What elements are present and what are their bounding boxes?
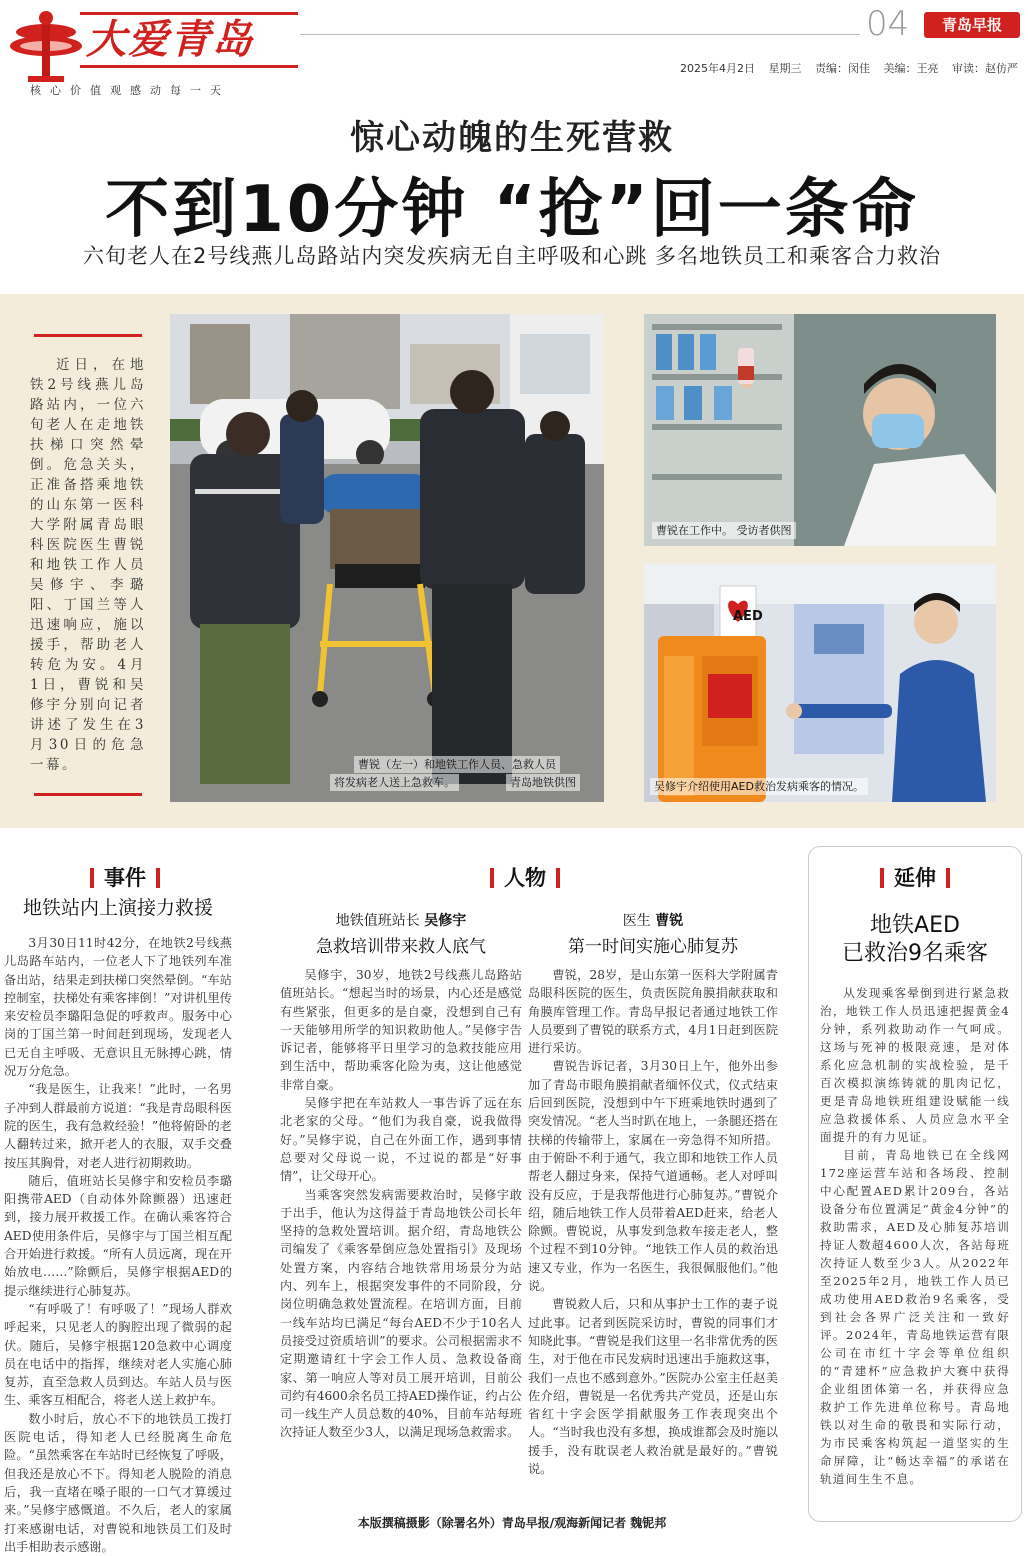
kicker-headline: 惊心动魄的生死营救	[350, 118, 674, 158]
section-bar-right	[946, 868, 950, 888]
section-people: 人物	[250, 862, 800, 892]
wu-paragraph: 吴修宇，30岁，地铁2号线燕儿岛路站值班站长。“想起当时的场景，内心还是感觉有些紧张，但更多的是自豪，没想到自己有一天能够用所学的知识救助他人。”吴修宇告诉记者，能够将平日里学习的急救技能应用到生活中，帮助乘客化险为夷，这让他感觉非常自豪。	[280, 968, 522, 1092]
section-extension: 延伸	[808, 862, 1022, 892]
rescue-photo	[170, 314, 604, 802]
event-paragraph: 数小时后，放心不下的地铁员工拨打医院电话，得知老人已经脱离生命危险。“虽然乘客在车站时已经恢复了呼吸，但我还是放心不下。得知老人脱险的消息后，我一直堵在嗓子眼的一口气才算缓过来。”吴修宇感慨道。不久后，老人的家属打来感谢电话，对曹锐和地铁员工们及时出手相助表示感谢。	[4, 1411, 232, 1554]
intro-bottom-rule	[34, 793, 142, 796]
section-bar-right	[156, 868, 160, 888]
rescue-photo-caption-line2: 将发病老人送上急救车。	[330, 774, 459, 791]
event-body	[4, 934, 232, 1556]
brand-title: 大爱青岛	[80, 12, 298, 68]
masthead	[8, 6, 298, 98]
tower-logo-icon	[8, 6, 86, 86]
event-title: 地铁站内上演接力救援	[22, 897, 213, 919]
extension-title	[808, 912, 1022, 968]
aed-photo-image	[644, 564, 996, 802]
photo-credit: 本版撰稿摄影（除署名外）青岛早报/观海新闻记者 魏铌邦	[357, 1516, 667, 1530]
section-event: 事件	[0, 862, 250, 892]
page-number: 04	[866, 4, 910, 44]
wu-body	[280, 966, 522, 1442]
photo-band	[0, 294, 1024, 828]
intro-text: 近日，在地铁2号线燕儿岛路站内，一位六旬老人在走地铁扶梯口突然晕倒。危急关头，正准备搭乘地铁的山东第一医科大学附属青岛眼科医院医生曹锐和地铁工作人员吴修宇、李璐阳、丁国兰等人迅速响应，施以援手，帮助老人转危为安。4月1日，曹锐和吴修宇分别向记者讲述了发生在3月30日的危急一幕。	[30, 357, 146, 773]
wu-name: 吴修宇	[424, 913, 467, 929]
extension-title-line1: 地铁AED	[870, 913, 960, 938]
intro-block	[30, 334, 146, 796]
cao-paragraph: 曹锐，28岁，是山东第一医科大学附属青岛眼科医院的医生，负责医院角膜捐献获取和角膜库管理工作。青岛早报记者通过地铁工作人员要到了曹锐的联系方式，4月1日赶到医院进行采访。	[528, 968, 778, 1056]
aed-sign-label: AED	[733, 609, 763, 624]
weekday: 星期三	[768, 62, 802, 75]
event-paragraph: “有呼吸了！有呼吸了！”现场人群欢呼起来，只见老人的胸腔出现了微弱的起伏。随后，吴修宇根据120急救中心调度员在电话中的指挥，继续对老人实施心肺复苏，直至急救人员到达。车站人员与医生、乘客互相配合，将老人送上救护车。	[4, 1301, 232, 1408]
rescue-photo-caption-line1: 曹锐（左一）和地铁工作人员、急救人员	[354, 756, 560, 773]
event-paragraph: “我是医生，让我来！”此时，一名男子冲到人群最前方说道：“我是青岛眼科医院的医生，我有急救经验！”他将俯卧的老人翻转过来，掀开老人的衣服，双手交叠按压其胸骨，对老人进行初期救助。	[4, 1082, 232, 1170]
wu-paragraph: 当乘客突然发病需要救治时，吴修宇敢于出手，他认为这得益于青岛地铁公司长年坚持的急救处置培训。据介绍，青岛地铁公司编发了《乘客晕倒应急处置指引》及现场处置方案，内容结合地铁常用场景分为站内、列车上，根据突发事件的不同阶段，分岗位明确急救处置流程。在培训方面，目前一线车站均已满足“每台AED不少于10名人员接受过资质培训”的要求。公司根据需求不定期邀请红十字会工作人员、急救设备商家、第一响应人等对员工展开培训，目前公司约有4600余名员工持AED操作证，约占公司一线生产人员总数的40%，目前车站每班次持证人数至少3人，以满足现场急救需求。	[280, 1187, 522, 1440]
extension-paragraph: 目前，青岛地铁已在全线网172座运营车站和各场段、控制中心配置AED累计209台，各站设备分布位置满足“黄金4分钟”的救助需求，AED及心肺复苏培训持证人数超4600人次，各站每班次持证人数至少3人。从2022年至2025年2月，地铁工作人员已成功使用AED救治9名乘客，受到社会各界广泛关注和一致好评。2024年，青岛地铁运营有限公司在市红十字会等单位组织的“青建杯”应急救护大赛中获得企业组团体第一名，并获得应急救护工作先进单位称号。青岛地铁以对生命的敬畏和实际行动，为市民乘客构筑起一道坚实的生命屏障，让“畅达幸福”的承诺在轨道间生生不息。	[820, 1148, 1010, 1486]
wu-title: 急救培训带来救人底气	[316, 937, 486, 957]
rescue-photo-source: 青岛地铁供图	[506, 774, 580, 791]
designer: 美编：王亮	[883, 62, 939, 75]
main-headline: 不到10分钟 “抢”回一条命	[105, 173, 919, 247]
proofreader: 审读：赵仿严	[952, 62, 1018, 75]
section-bar-left	[90, 868, 94, 888]
doctor-photo-caption: 曹锐在工作中。 受访者供图	[652, 522, 796, 539]
cao-body	[528, 966, 778, 1478]
section-bar-left	[490, 868, 494, 888]
wu-role: 地铁值班站长 吴修宇	[335, 913, 467, 929]
cao-paragraph: 曹锐告诉记者，3月30日上午，他外出参加了青岛市眼角膜捐献者缅怀仪式，仪式结束后回到医院，没想到中午下班乘地铁时遇到了突发情况。“老人当时趴在地上，一条腿还搭在扶梯的传输带上，家属在一旁急得不知所措。由于俯卧不利于通气，我立即和地铁工作人员帮老人翻过身来，保持气道通畅。老人对呼叫没有反应，于是我帮他进行心肺复苏。”曹锐介绍，随后地铁工作人员带着AED赶来，给老人除颤。曹锐说，从事发到急救车接走老人，整个过程不到10分钟。“地铁工作人员的救治迅速又专业，作为一名医生，我很佩服他们。”他说。	[528, 1059, 778, 1294]
intro-top-rule	[34, 334, 142, 337]
date: 2025年4月2日	[680, 62, 755, 75]
dateline	[680, 60, 1028, 76]
aed-photo	[644, 564, 996, 802]
extension-body	[820, 984, 1010, 1488]
event-paragraph: 3月30日11时42分，在地铁2号线燕儿岛路车站内，一位老人下了地铁列车准备出站，结果走到扶梯口突然晕倒。“车站控制室，扶梯处有乘客摔倒！”对讲机里传来安检员李璐阳急促的呼救声。服务中心岗的丁国兰第一时间赶到现场，发现老人已无自主呼吸、无意识且无脉搏心跳，情况万分危急。	[4, 936, 232, 1079]
cao-role: 医生 曹锐	[622, 913, 684, 929]
cao-name: 曹锐	[655, 913, 684, 929]
doctor-photo	[644, 314, 996, 546]
aed-photo-caption: 吴修宇介绍使用AED救治发病乘客的情况。	[650, 778, 868, 795]
section-bar-right	[556, 868, 560, 888]
editor: 责编：闵佳	[815, 62, 870, 75]
section-bar-left	[880, 868, 884, 888]
cao-title: 第一时间实施心肺复苏	[568, 937, 738, 957]
event-paragraph: 随后，值班站长吴修宇和安检员李璐阳携带AED（自动体外除颤器）迅速赶到，接力展开救援工作。在确认乘客符合AED使用条件后，吴修宇与丁国兰相互配合开始进行救援。“所有人员远离，现在开始放电……”除颤后，吴修宇根据AED的提示继续进行心肺复苏。	[4, 1173, 232, 1298]
wu-paragraph: 吴修宇把在车站救人一事告诉了远在东北老家的父母。“他们为我自豪，说我做得好。”吴修宇说，自己在外面工作，遇到事情总要对父母说一说，不过说的都是“好事情”，让父母开心。	[280, 1096, 522, 1184]
deck-headline: 六旬老人在2号线燕儿岛路站内突发疾病无自主呼吸和心跳 多名地铁员工和乘客合力救治	[82, 244, 942, 268]
paper-logo: 青岛早报	[924, 12, 1020, 38]
cao-paragraph: 曹锐救人后，只和从事护士工作的妻子说过此事。记者到医院采访时，曹锐的同事们才知晓此事。“曹锐是我们这里一名非常优秀的医生，对于他在市民发病时迅速出手施救这事，我们一点也不感到意外。”医院办公室主任赵美佐介绍，曹锐是一名优秀共产党员，还是山东省红十字会医学捐献服务工作表现突出个人。“当时我也没有多想，换成谁都会及时施以援手，没有耽误老人救治就是最好的。”曹锐说。	[528, 1297, 778, 1477]
extension-title-line2: 已救治9名乘客	[842, 941, 988, 966]
header-rule	[300, 34, 860, 35]
rescue-photo-image	[170, 314, 604, 802]
extension-paragraph: 从发现乘客晕倒到进行紧急救治，地铁工作人员迅速把握黄金4分钟，系列救助动作一气呵成。这场与死神的极限竞速，是对体系化应急机制的实战检验，是千百次模拟演练铸就的肌肉记忆，更是青岛地铁班组建设赋能一线应急救援体系、人员应急水平全面提升的有力见证。	[820, 986, 1010, 1144]
slogan: 核心价值观感动每一天	[30, 84, 230, 97]
doctor-photo-image	[644, 314, 996, 546]
